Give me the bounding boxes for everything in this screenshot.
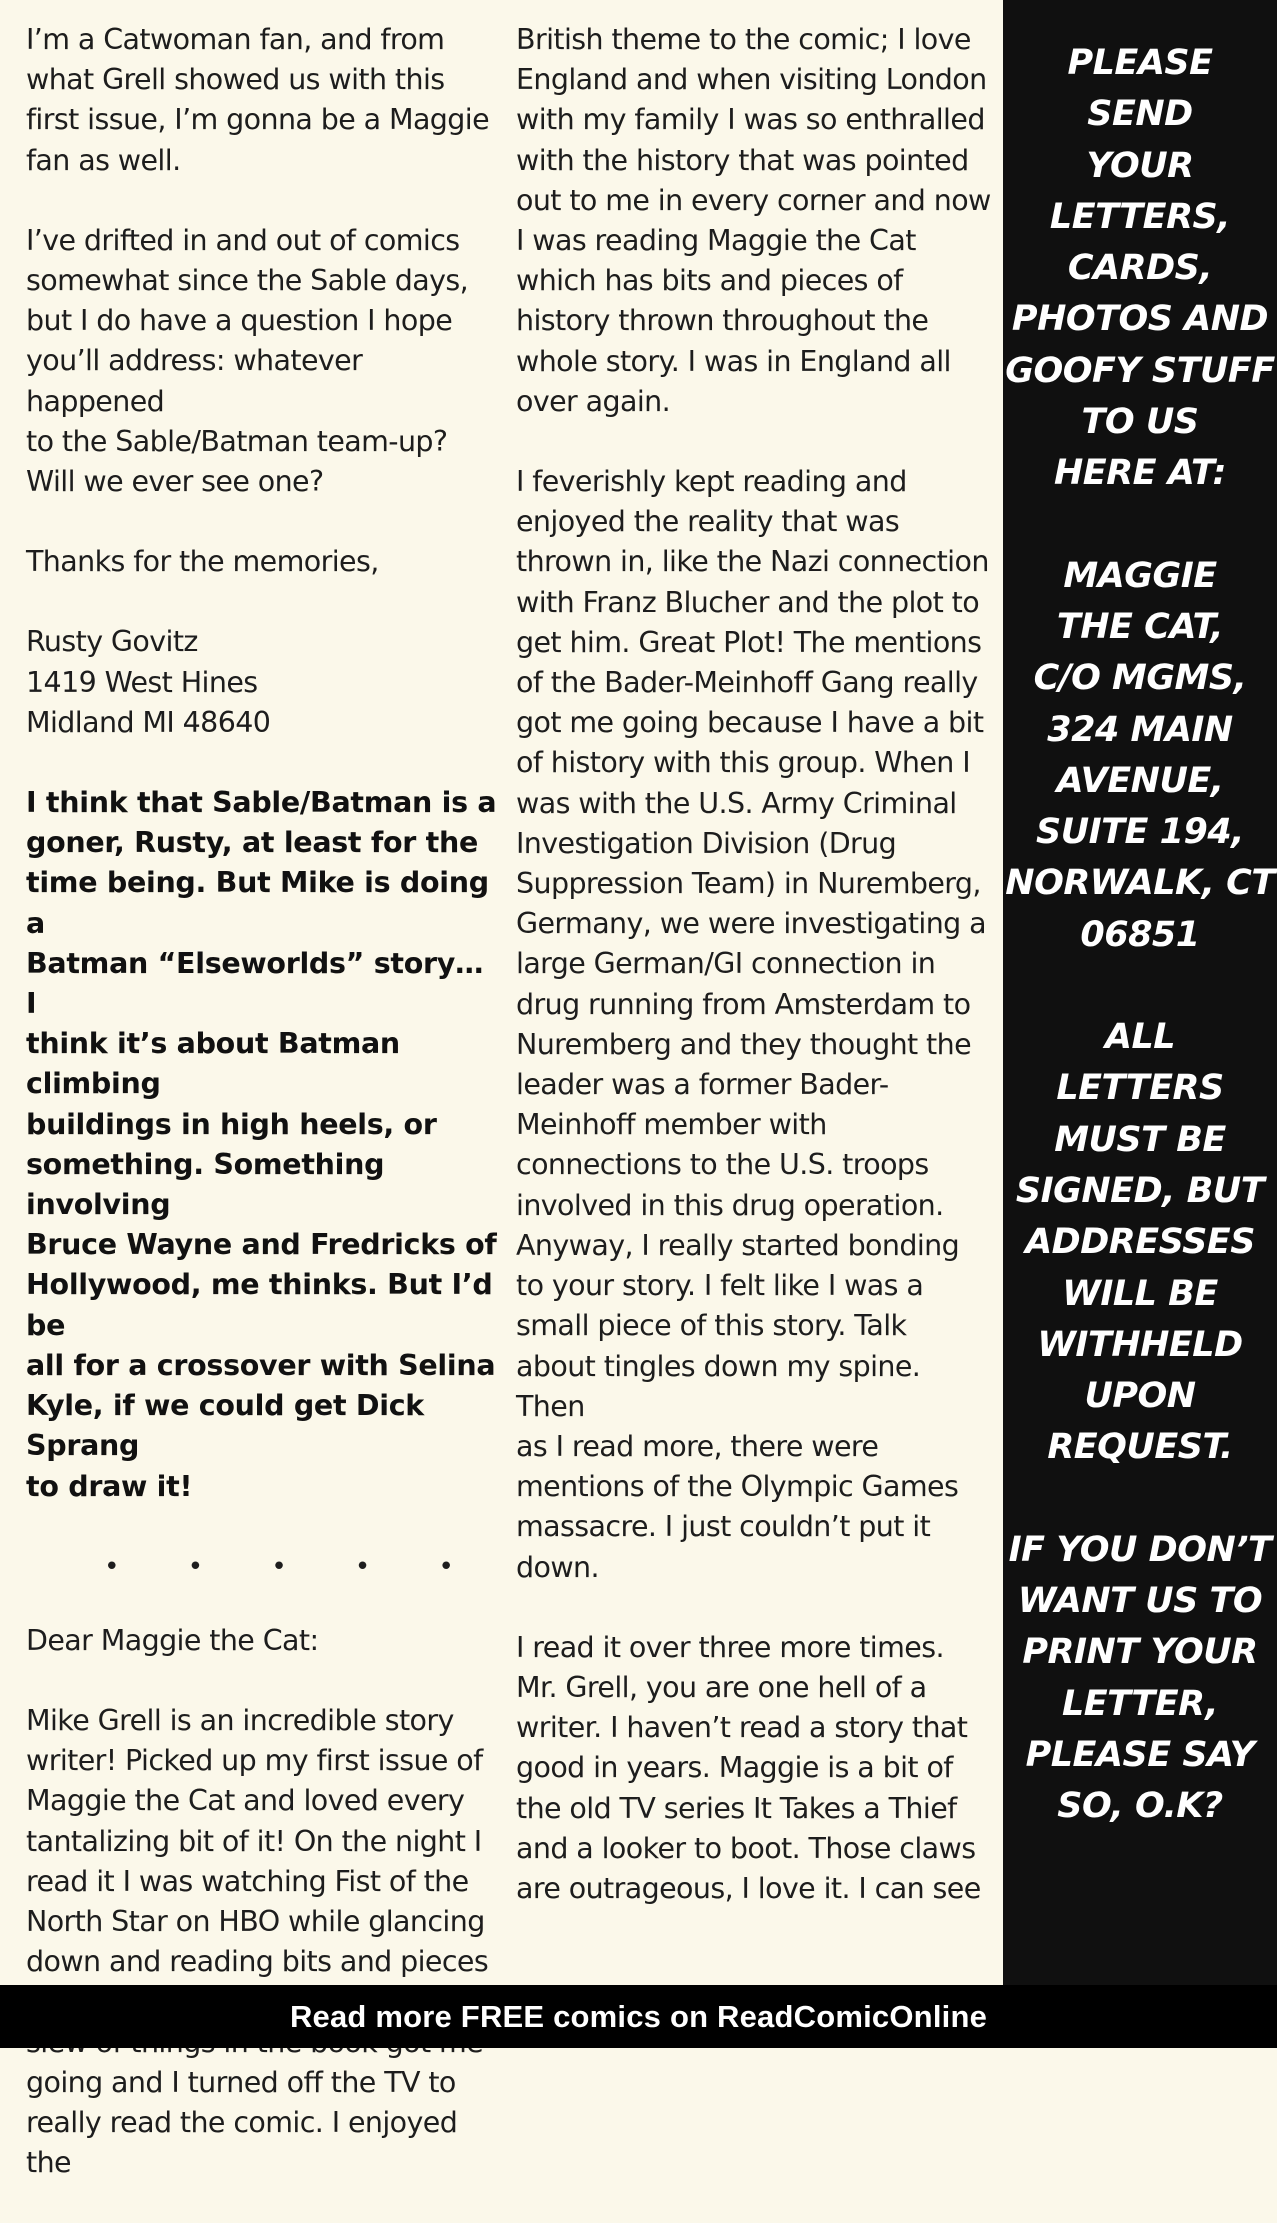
letter1-author-address: Rusty Govitz 1419 West Hines Midland MI 48640 xyxy=(26,625,271,739)
letter1-paragraph: I’m a Catwoman fan, and from what Grell showed us with this first issue, I’m gonna be a Maggie fan as well. xyxy=(26,23,490,177)
print-permission-notice: IF YOU DON’T WANT US TO PRINT YOUR LETTER, PLEASE SAY SO, O.K? xyxy=(1008,1529,1272,1827)
letter2-paragraph: I feverishly kept reading and enjoyed the reality that was thrown in, like the Nazi connection with Franz Blucher and the plot to get him. Great Plot! The mentions of the Bader-Meinhoff Gang really got me going because I have a bit of history with this group. When I was with the U.S. Army Criminal Investigation Division (Drug Suppression Team) in Nuremberg, Germany, we were investigating a large German/GI connection in drug running from Amsterdam to Nuremberg and they thought the leader was a former Bader- Meinhoff member with connections to the U.S. troops involved in this drug operation. Anyway, I really started bonding to your story. I felt like I was a small piece of this story. Talk about tingles down my spine. Then as I read more, there were mentions of the Olympic Games massacre. I just couldn’t put it down. xyxy=(516,465,989,1584)
mailing-address: MAGGIE THE CAT, C/O MGMS, 324 MAIN AVENUE, SUITE 194, NORWALK, CT 06851 xyxy=(1005,555,1275,955)
footer-banner-link[interactable]: Read more FREE comics on ReadComicOnline xyxy=(0,1985,1277,2048)
sidebar-text xyxy=(1003,38,1277,1884)
send-letters-notice: PLEASE SEND YOUR LETTERS, CARDS, PHOTOS AND GOOFY STUFF TO US HERE AT: xyxy=(1005,43,1275,494)
letter-separator: • • • • • xyxy=(104,1551,484,1582)
letter2-paragraph: I read it over three more times. Mr. Grell, you are one hell of a writer. I haven’t read a story that good in years. Maggie is a bit of the old TV series It Takes a Thief and a looker to boot. Those claws are outrageous, I love it. I can see xyxy=(516,1630,981,1905)
left-column xyxy=(26,20,498,2223)
letter2-paragraph: Mike Grell is an incredible story writer! Picked up my first issue of Maggie the Cat and loved every tantalizing bit of it! On the night I read it I was watching Fist of the North Star on HBO while glancing down and reading bits and pieces going and I turned off the TV to really read the comic. I enjoyed the xyxy=(26,1703,489,2180)
letter2-paragraph: British theme to the comic; I love England and when visiting London with my family I was so enthralled with the history that was pointed out to me in every corner and now I was reading Maggie the Cat which has bits and pieces of history thrown throughout the whole story. I was in England all over again. xyxy=(516,23,991,418)
signature-notice: ALL LETTERS MUST BE SIGNED, BUT ADDRESSES WILL BE WITHHELD UPON REQUEST. xyxy=(1015,1017,1265,1468)
letter2-salutation: Dear Maggie the Cat: xyxy=(26,1623,319,1657)
right-column xyxy=(516,20,996,1949)
letter1-paragraph: I’ve drifted in and out of comics somewhat since the Sable days, but I do have a question I hope you’ll address: whatever happened to the Sable/Batman team-up? Will we ever see one? xyxy=(26,223,469,499)
editor-reply: I think that Sable/Batman is a goner, Rusty, at least for the time being. But Mike is doing a Batman “Elseworlds” story… I think it’s about Batman climbing buildings in high heels, or something. Something involving Bruce Wayne and Fredricks of Hollywood, me thinks. But I’d be all for a crossover with Selina Kyle, if we could get Dick Sprang to draw it! xyxy=(26,786,497,1503)
mail-info-sidebar xyxy=(1003,0,1277,1985)
letter1-signoff: Thanks for the memories, xyxy=(26,545,379,579)
